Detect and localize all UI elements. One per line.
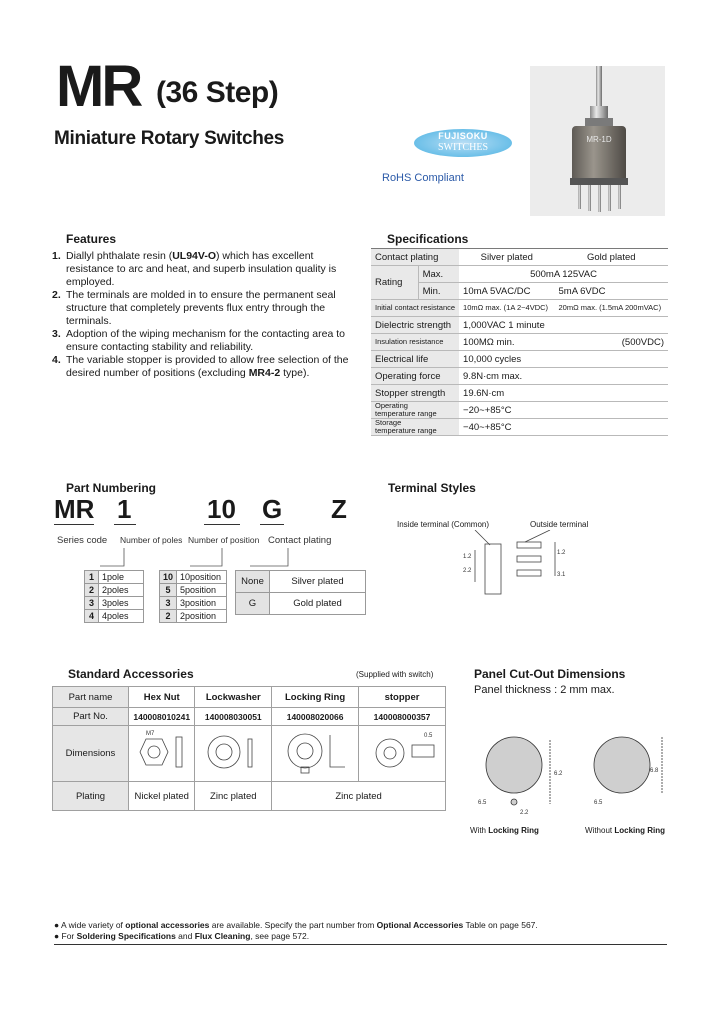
photo-marking: MR-1D: [586, 135, 612, 144]
terminal-drawing: [455, 530, 605, 600]
hex-nut-drawing: [129, 726, 195, 782]
feature-item: 2. The terminals are molded in to ensure the permanent seal structure that completely prevents flux entry through the terminals.: [52, 289, 336, 327]
part-numbering-title: Part Numbering: [66, 481, 157, 495]
caption-positions: Number of position: [188, 535, 260, 545]
svg-text:0.5: 0.5: [424, 733, 433, 739]
poles-table: 1 1pole 2 2poles 3 3poles 4 4poles: [84, 570, 144, 623]
specifications-table: Contact plating Silver plated Gold plated Rating Max. 500mA 125VAC Min. 10mA 5VAC/DC 5mA 6VDC Initial contact resistance 10mΩ max. (1A 2~4VDC) 20mΩ max. (1.5mA 200mVAC) Dielectric strength 1,000VAC 1 minute Insulation resistance 100MΩ min. (500VDC) Electrical life 10,000 cycles Operating force 9.8N·cm max. Stopper strength 19.6N·cm Operating temperature range −20~+85°C Storage temperature range −40~+85°C: [371, 248, 668, 436]
svg-text:6.5: 6.5: [478, 800, 487, 806]
accessories-table: Part name Hex Nut Lockwasher Locking Ring stopper Part No. 140008010241 140008030051 140008020066 140008000357 Dimensions M7 0.5 Plating Nickel plated Zinc plated Zinc plated: [52, 686, 446, 811]
outside-terminal-label: Outside terminal: [530, 520, 589, 529]
svg-text:1.2: 1.2: [557, 550, 566, 556]
svg-text:2.2: 2.2: [463, 568, 472, 574]
svg-text:3.1: 3.1: [557, 572, 566, 578]
model-title: MR: [56, 54, 141, 119]
feature-item: 4. The variable stopper is provided to allow free selection of the desired number of positions (excluding MR4-2 type).: [52, 354, 349, 379]
specifications-title: Specifications: [387, 232, 469, 246]
accessories-title: Standard Accessories: [68, 667, 194, 681]
step-title: (36 Step): [156, 76, 279, 109]
footer-rule: [54, 944, 667, 945]
svg-text:6.2: 6.2: [554, 771, 563, 777]
stopper-drawing: [359, 726, 446, 782]
page-subtitle: Miniature Rotary Switches: [54, 128, 285, 149]
svg-text:2.2: 2.2: [520, 810, 529, 816]
svg-text:1.2: 1.2: [463, 554, 472, 560]
feature-item: 3. Adoption of the wiping mechanism for the contacting area to ensure contacting stability and reliability.: [52, 328, 345, 353]
positions-table: 10 10position 5 5position 3 3position 2 2position: [159, 570, 227, 623]
panel-thickness: Panel thickness : 2 mm max.: [474, 684, 615, 696]
terminal-styles-title: Terminal Styles: [388, 481, 476, 495]
logo-text-brand: FUJISOKU: [438, 131, 488, 141]
pn-series: MR: [54, 494, 95, 524]
pn-plating: G: [262, 494, 283, 524]
caption-without-ring: Without Locking Ring: [585, 826, 666, 835]
lockwasher-drawing: [195, 726, 272, 782]
caption-poles: Number of poles: [120, 535, 183, 545]
rohs-label: RoHS Compliant: [382, 172, 464, 184]
logo-text-switches: SWITCHES: [438, 142, 488, 153]
locking-ring-drawing: [272, 726, 359, 782]
pn-suffix: Z: [331, 494, 347, 524]
features-title: Features: [66, 232, 117, 246]
footnote-soldering: ● For Soldering Specifications and Flux Cleaning, see page 572.: [54, 931, 310, 941]
caption-with-ring: With Locking Ring: [470, 826, 539, 835]
svg-text:M7: M7: [145, 731, 155, 737]
plating-table: None Silver plated G Gold plated: [235, 570, 366, 615]
accessories-note: (Supplied with switch): [356, 670, 434, 679]
footnote-accessories: ● A wide variety of optional accessories are available. Specify the part number from Optional Accessories Table on page 567.: [54, 920, 538, 930]
feature-item: 1. Diallyl phthalate resin (UL94V-O) which has excellent resistance to arc and heat, and superb insulation quality is employed.: [52, 250, 337, 288]
pn-positions: 10: [207, 494, 236, 524]
inside-terminal-label: Inside terminal (Common): [397, 520, 490, 529]
pn-poles: 1: [117, 494, 132, 524]
svg-text:6.5: 6.5: [594, 800, 603, 806]
panel-cutout-title: Panel Cut-Out Dimensions: [474, 667, 626, 681]
panel-cutout-drawing: [470, 730, 670, 825]
caption-plating: Contact plating: [268, 535, 332, 546]
svg-text:6.8: 6.8: [650, 768, 659, 774]
caption-series: Series code: [57, 535, 108, 546]
